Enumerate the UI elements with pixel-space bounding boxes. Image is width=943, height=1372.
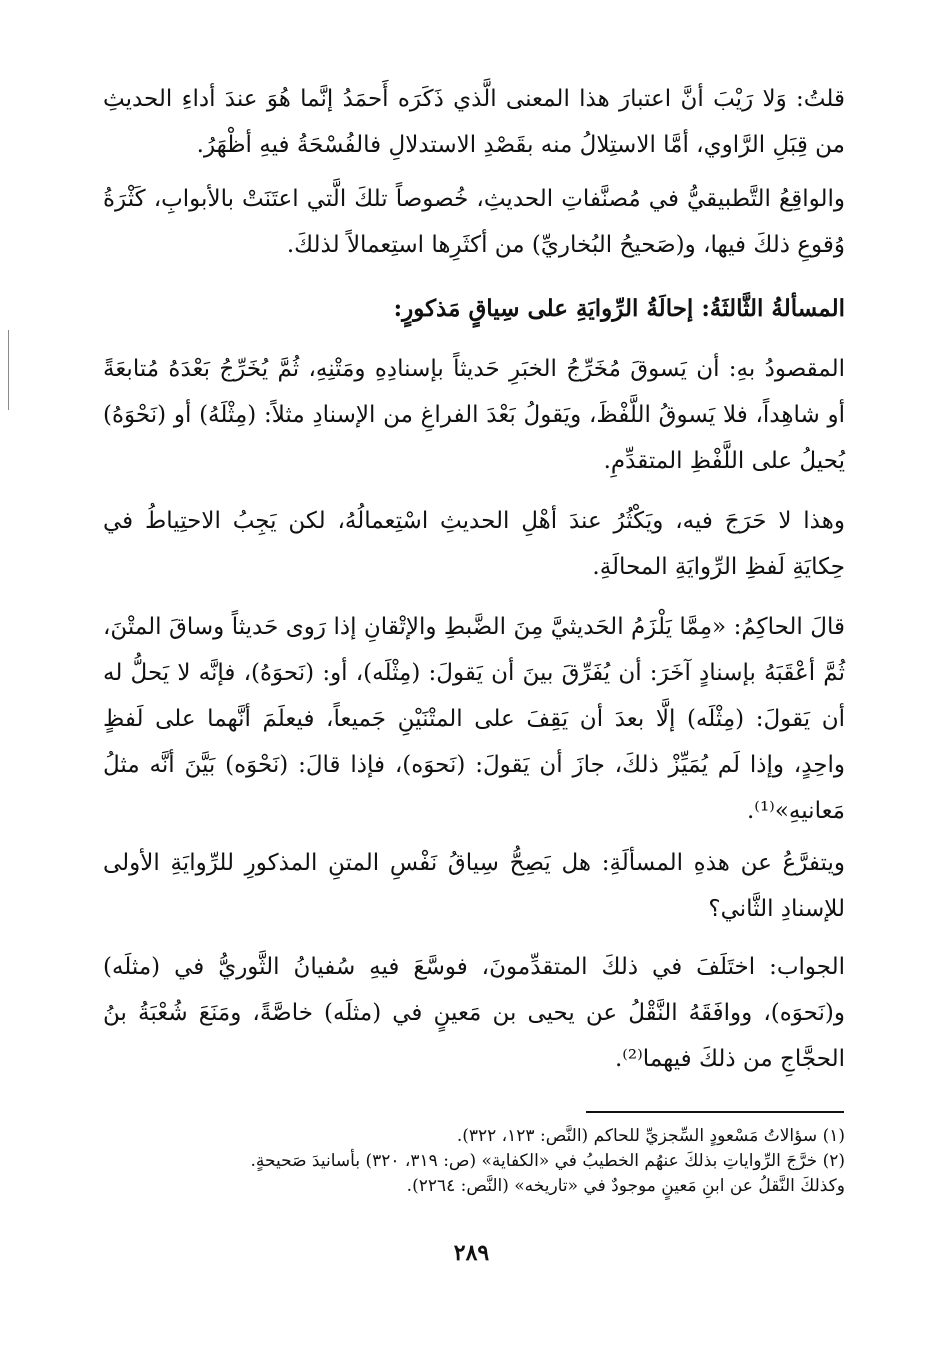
footnote-2: (٢) خرَّجَ الرِّواياتِ بذلكَ عنهُم الخطيبُ في «الكفاية» (ص: ٣١٩، ٣٢٠) بأسانيدَ صَحيحةٍ.	[250, 1151, 845, 1171]
paragraph-question	[103, 840, 845, 932]
footnote-1: (١) سؤالاتُ مَسْعودٍ السِّجزيِّ للحاكم (النَّص: ١٢٣، ٣٢٢).	[456, 1126, 845, 1146]
scan-edge-mark	[8, 330, 9, 410]
footnotes	[103, 1124, 845, 1199]
paragraph-text: قلتُ: وَلا رَيْبَ أنَّ اعتبارَ هذا المعنى الَّذي ذَكَرَه أَحمَدُ إنَّما هُوَ عندَ أداءِ الحديثِ من قِبَلِ الرَّاوي، أمَّا الاستِلالُ منه بقَصْدِ الاستدلالِ فالفُسْحَةُ فيهِ أظْهَرُ.	[103, 86, 845, 158]
paragraph-text: الجواب: اختَلَفَ في ذلكَ المتقدِّمونَ، فوسَّعَ فيهِ سُفيانُ الثَّوريُّ في (مثلَه) و(نَحوَه)، ووافَقَهُ النَّقْلُ عن يحيى بن مَعينٍ في (مثلَه) خاصَّةً، ومَنَعَ شُعْبَةُ بنُ الحجَّاجِ من ذلكَ فيهما⁽²⁾.	[103, 954, 845, 1072]
paragraph-text: وهذا لا حَرَجَ فيه، ويَكْثُرُ عندَ أهْلِ الحديثِ اسْتِعمالُهُ، لكن يَجِبُ الاحتِياطُ في حِكايَةِ لَفظِ الرِّوايَةِ المحالَةِ.	[103, 508, 845, 580]
footnote-2-continuation: وكذلكَ النَّقلُ عن ابنِ مَعينٍ موجودٌ في «تاريخه» (النَّص: ٢٢٦٤).	[406, 1176, 845, 1196]
paragraph-text: المقصودُ بهِ: أن يَسوقَ مُخَرِّجُ الخبَرِ حَديثاً بإسنادِهِ ومَتْنِهِ، ثُمَّ يُخَرِّجُ بَعْدَهُ مُتابعَةً أو شاهِداً، فلا يَسوقُ اللَّفْظَ، ويَقولُ بَعْدَ الفراغِ من الإسنادِ مثلاً: (مِثْلَهُ) أو (نَحْوَهُ) يُحيلُ على اللَّفْظِ المتقدِّمِ.	[103, 356, 845, 474]
paragraph-text: والواقِعُ التَّطبيقيُّ في مُصنَّفاتِ الحديثِ، خُصوصاً تلكَ الَّتي اعتَنَتْ بالأبوابِ، كَثْرَةُ وُقوعِ ذلكَ فيها، و(صَحيحُ البُخاريِّ) من أكثَرِها استِعمالاً لذلكَ.	[103, 186, 845, 258]
paragraph-3	[103, 346, 845, 484]
paragraph-answer	[103, 944, 845, 1082]
heading-text: المسألةُ الثَّالثَةُ: إحالَةُ الرِّوايَةِ على سِياقٍ مَذكورٍ:	[393, 295, 845, 322]
paragraph-4	[103, 498, 845, 590]
paragraph-quote	[103, 604, 845, 834]
paragraph-1	[103, 76, 845, 168]
section-heading	[103, 286, 845, 332]
page-number: ٢٨٩	[453, 1240, 490, 1266]
paragraph-text: قالَ الحاكِمُ: «مِمَّا يَلْزَمُ الحَديثيَّ مِنَ الضَّبطِ والإتْقانِ إذا رَوى حَديثاً وساقَ المتْنَ، ثُمَّ أعْقَبَهُ بإسنادٍ آخَرَ: أن يُفَرِّقَ بينَ أن يَقولَ: (مِثْلَه)، أو: (نَحوَهُ)، فإنَّه لا يَحلُّ له أن يَقولَ: (مِثْلَه) إلَّا بعدَ أن يَقِفَ على المتْنَيْنِ جَميعاً، فيعلَمَ أنَّهما على لَفظٍ واحِدٍ، وإذا لَم يُمَيِّزْ ذلكَ، جازَ أن يَقولَ: (نَحوَه)، فإذا قالَ: (نَحْوَه) بَيَّنَ أنَّه مثلُ مَعانيهِ»⁽¹⁾.	[103, 614, 845, 824]
footnote-divider	[586, 1111, 844, 1113]
paragraph-text: ويتفرَّعُ عن هذهِ المسألَةِ: هل يَصِحُّ سِياقُ نَفْسِ المتنِ المذكورِ للرِّوايَةِ الأولى للإسنادِ الثَّاني؟	[103, 850, 845, 922]
paragraph-2	[103, 176, 845, 268]
